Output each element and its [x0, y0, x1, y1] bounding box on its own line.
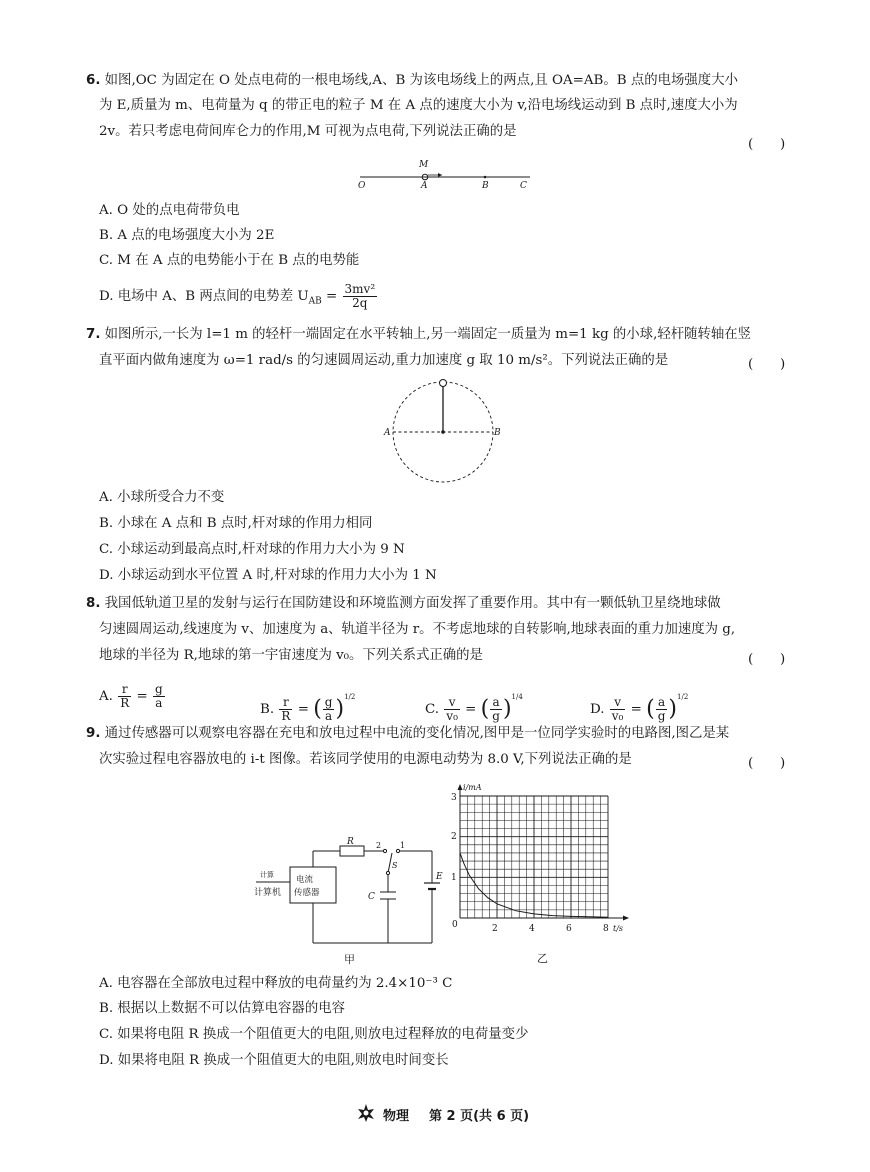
- equals-sign: =: [465, 702, 477, 717]
- fraction-left: [444, 696, 460, 723]
- q8-number: 8.: [86, 596, 101, 611]
- q6-line1: [86, 73, 738, 89]
- q8-line1: [86, 596, 721, 612]
- fraction-denominator: R: [120, 696, 130, 710]
- caption-yi: 乙: [537, 952, 548, 965]
- right-paren: ): [502, 696, 512, 722]
- page-footer: [356, 1103, 530, 1125]
- fraction-denominator: v₀: [446, 709, 458, 723]
- resistor-r: [340, 846, 364, 856]
- q8-option-d: [590, 682, 688, 725]
- label-1: 1: [400, 841, 406, 850]
- fraction-left: [279, 696, 292, 723]
- q7-option-b: B. 小球在 A 点和 B 点时,杆对球的作用力相同: [99, 516, 373, 531]
- q9-option-b: B. 根据以上数据不可以估算电容器的电容: [99, 1001, 345, 1016]
- q9-discharge-graph: [445, 780, 635, 970]
- y-tick-label: 2: [451, 832, 457, 842]
- q8-text-1: 我国低轨道卫星的发射与运行在国防建设和环境监测方面发挥了重要作用。其中有一颗低轨卫星绕地球做: [104, 596, 721, 611]
- fraction-denominator: g: [492, 709, 500, 723]
- label-c: C: [520, 181, 527, 191]
- q7-answer-paren: ( ): [748, 357, 786, 372]
- footer-subject: 物理: [383, 1109, 410, 1124]
- fraction-right: [153, 683, 165, 710]
- q7-option-d: D. 小球运动到水平位置 A 时,杆对球的作用力大小为 1 N: [99, 568, 437, 583]
- q6-option-c: C. M 在 A 点的电势能小于在 B 点的电势能: [99, 253, 360, 268]
- equals-sign: =: [136, 689, 148, 704]
- label-a: A: [421, 181, 428, 191]
- q8-option-c: [425, 682, 523, 725]
- fraction-numerator: g: [155, 682, 163, 696]
- right-paren: ): [668, 696, 678, 722]
- q7-option-a: A. 小球所受合力不变: [99, 490, 225, 505]
- q9-answer-paren: ( ): [748, 756, 786, 771]
- q6-option-b: B. A 点的电场强度大小为 2E: [99, 228, 275, 243]
- label-2: 2: [376, 841, 382, 850]
- graph-tick-labels: [451, 783, 623, 934]
- origin-label: 0: [452, 920, 458, 930]
- y-axis-label: i/mA: [463, 783, 482, 792]
- switch-pivot: [386, 871, 389, 874]
- fraction-denominator: 2q: [352, 296, 368, 310]
- switch-contact-2: [383, 849, 386, 852]
- fraction-right: [323, 696, 335, 723]
- option-label: D.: [590, 702, 605, 717]
- right-paren: ): [335, 696, 345, 722]
- q6-field-line-figure: [350, 157, 540, 191]
- q8-answer-paren: ( ): [748, 652, 786, 667]
- x-axis-arrow: [623, 916, 629, 921]
- x-tick-label: 4: [529, 924, 535, 934]
- exponent: 1/4: [511, 693, 523, 701]
- label-e: E: [436, 872, 443, 882]
- q9-line1: [86, 726, 729, 742]
- x-tick-label: 8: [603, 924, 609, 934]
- x-tick-label: 2: [492, 924, 498, 934]
- q7-text-1: 如图所示,一长为 l=1 m 的轻杆一端固定在水平转轴上,另一端固定一质量为 m=1 kg 的小球,轻杆随转轴在竖: [104, 327, 752, 342]
- y-axis-arrow: [458, 784, 463, 790]
- x-axis-label: t/s: [613, 924, 624, 933]
- pivot: [441, 430, 445, 434]
- exponent: 1/2: [344, 693, 356, 701]
- q6-line2: 为 E,质量为 m、电荷量为 q 的带正电的粒子 M 在 A 点的速度大小为 v,沿电场线运动到 B 点时,速度大小为: [99, 98, 738, 113]
- fraction-numerator: v: [610, 696, 626, 710]
- q9-option-d: D. 如果将电阻 R 换成一个阻值更大的电阻,则放电时间变长: [99, 1053, 449, 1068]
- label-c: C: [368, 892, 375, 902]
- q6-option-d-fraction: [343, 283, 378, 310]
- q9-option-c: C. 如果将电阻 R 换成一个阻值更大的电阻,则放电过程释放的电荷量变少: [99, 1027, 529, 1042]
- equals-sign: =: [630, 702, 642, 717]
- label-r: R: [347, 837, 354, 847]
- q9-line2: 次实验过程电容器放电的 i-t 图像。若该同学使用的电源电动势为 8.0 V,下列说法正确的是: [99, 752, 632, 767]
- q9-number: 9.: [86, 726, 101, 741]
- q8-option-b: [260, 682, 355, 725]
- sensor-label-2: 传感器: [294, 888, 320, 898]
- fraction-numerator: g: [324, 695, 333, 709]
- exponent: 1/2: [677, 693, 689, 701]
- option-label: B.: [260, 702, 275, 717]
- q9-circuit-diagram: [250, 835, 450, 965]
- equals-sign: =: [297, 702, 309, 717]
- fraction-denominator: a: [325, 709, 333, 723]
- caption-jia: 甲: [344, 953, 355, 965]
- label-s: S: [392, 861, 398, 870]
- y-tick-label: 3: [451, 793, 457, 803]
- q6-text-1: 如图,OC 为固定在 O 处点电荷的一根电场线,A、B 为该电场线上的两点,且 OA=AB。B 点的电场强度大小: [104, 73, 738, 88]
- q6-number: 6.: [86, 73, 101, 88]
- fraction-denominator: a: [155, 696, 163, 710]
- fraction-numerator: 3mv²: [344, 282, 376, 296]
- x-tick-label: 6: [566, 924, 572, 934]
- label-a: A: [384, 428, 391, 438]
- q7-circle-figure: [378, 372, 508, 494]
- left-paren: (: [646, 696, 655, 722]
- velocity-arrowhead: [438, 173, 442, 177]
- label-o: O: [358, 181, 366, 191]
- graph-grid: [460, 796, 608, 918]
- fraction-left: [610, 696, 626, 723]
- footer-page: 第 2 页(共 6 页): [429, 1109, 530, 1124]
- q6-option-d-eq: =: [326, 289, 338, 304]
- q6-line3: 2v。若只考虑电荷间库仑力的作用,M 可视为点电荷,下列说法正确的是: [99, 124, 517, 139]
- q6-option-d: [99, 282, 378, 317]
- left-paren: (: [480, 696, 490, 722]
- left-paren: (: [313, 696, 322, 722]
- q7-number: 7.: [86, 327, 101, 342]
- q8-line2: 匀速圆周运动,线速度为 v、加速度为 a、轨道半径为 r。不考虑地球的自转影响,地球表面的重力加速度为 g,: [99, 622, 736, 637]
- point-b-dot: [484, 176, 487, 179]
- q7-line1: [86, 327, 751, 343]
- graph-axes: [458, 784, 630, 921]
- fraction-denominator: R: [281, 709, 291, 723]
- fraction-left: [118, 683, 131, 710]
- q8-line3: 地球的半径为 R,地球的第一宇宙速度为 v₀。下列关系式正确的是: [99, 648, 483, 663]
- sensor-label-1: 电流: [296, 875, 314, 885]
- ball: [440, 380, 447, 387]
- q6-option-d-sub: AB: [308, 296, 322, 307]
- fraction-numerator: r: [279, 696, 292, 710]
- q7-option-c: C. 小球运动到最高点时,杆对球的作用力大小为 9 N: [99, 542, 405, 557]
- q9-option-a: A. 电容器在全部放电过程中释放的电荷量约为 2.4×10⁻³ C: [99, 976, 453, 991]
- q6-option-a: A. O 处的点电荷带负电: [99, 203, 240, 218]
- q7-line2: 直平面内做角速度为 ω=1 rad/s 的匀速圆周运动,重力加速度 g 取 10 m/s²。下列说法正确的是: [99, 353, 669, 368]
- label-m: M: [419, 160, 429, 170]
- logo-icon: [356, 1103, 376, 1123]
- fraction-denominator: g: [657, 709, 666, 723]
- fraction-denominator: v₀: [611, 709, 624, 723]
- computer-partial-label: 计算: [260, 871, 274, 879]
- y-tick-label: 1: [451, 873, 457, 883]
- q6-option-d-text: D. 电场中 A、B 两点间的电势差 U: [99, 289, 309, 304]
- fraction-right: [656, 696, 668, 723]
- fraction-numerator: a: [656, 696, 668, 710]
- fraction-right: [490, 696, 502, 723]
- computer-label: 计算机: [254, 888, 282, 898]
- q8-option-a: [99, 682, 166, 712]
- fraction-numerator: r: [118, 683, 131, 697]
- option-label: C.: [425, 702, 440, 717]
- fraction-numerator: a: [490, 696, 502, 710]
- fraction-numerator: v: [444, 696, 460, 710]
- label-b: B: [482, 181, 489, 191]
- q6-answer-paren: ( ): [748, 137, 786, 152]
- option-label: A.: [99, 689, 113, 704]
- q9-text-1: 通过传感器可以观察电容器在充电和放电过程中电流的变化情况,图甲是一位同学实验时的电路图,图乙是某: [104, 726, 730, 741]
- label-b: B: [494, 428, 501, 438]
